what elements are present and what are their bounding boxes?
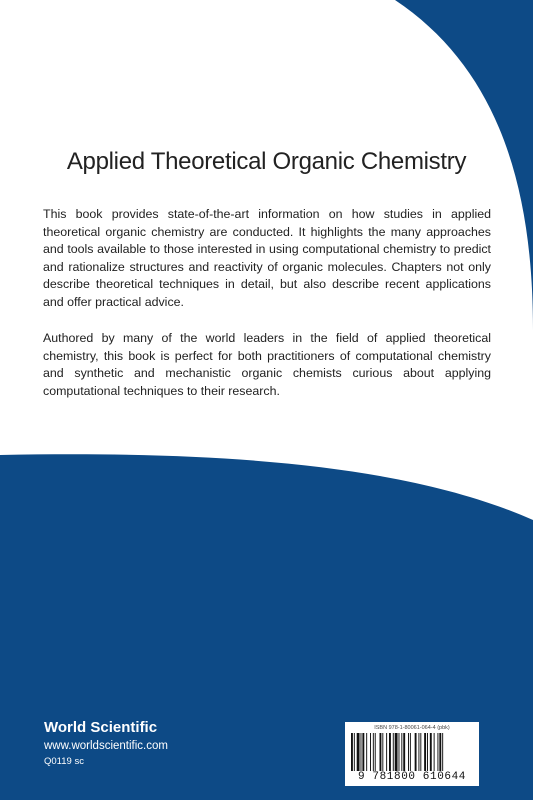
description-paragraph-1: This book provides state-of-the-art information on how studies in applied theoretical organic chemistry are conducted. It highlights the many approaches and tools available to those interested in using computational chemistry to predict and rationalize structures and reactivity of organic molecules. Chapters not only describe theoretical techniques in detail, but also describe recent applications and offer practical advice.	[43, 207, 491, 309]
publisher-name: World Scientific	[44, 719, 158, 736]
barcode-bar	[354, 733, 355, 771]
barcode-bar	[370, 733, 371, 771]
barcode-bar	[403, 733, 405, 771]
barcode-bar	[430, 733, 432, 771]
barcode-bar	[418, 733, 419, 771]
barcode-bar	[408, 733, 409, 771]
barcode-bar	[399, 733, 400, 771]
book-title: Applied Theoretical Organic Chemistry	[66, 148, 467, 175]
isbn-text: ISBN 978-1-80061-064-4 (pbk)	[374, 725, 450, 731]
barcode-bar	[373, 733, 374, 771]
barcode-bar	[427, 733, 428, 771]
barcode-bar	[434, 733, 435, 771]
publisher-block	[44, 718, 168, 769]
barcode-bar	[357, 733, 360, 771]
barcode-bar	[351, 733, 353, 771]
barcode-bars	[351, 733, 473, 771]
barcode-bar	[424, 733, 426, 771]
barcode-bar	[395, 733, 398, 771]
barcode-bar	[375, 733, 376, 771]
barcode-bar	[386, 733, 387, 771]
ean-number: 9 781800 610644	[357, 771, 467, 783]
description-paragraph-2: Authored by many of the world leaders in the field of applied theoretical chemistry, this book is perfect for both practitioners of computational chemistry and synthetic and mechanistic organic chemists curious about applying computational techniques to their research.	[43, 331, 491, 398]
barcode-bar	[361, 733, 362, 771]
barcode-bar	[393, 733, 394, 771]
barcode-bar	[362, 733, 364, 771]
barcode-bar	[410, 733, 411, 771]
barcode-bar	[442, 733, 443, 771]
barcode-bar	[439, 733, 441, 771]
barcode-bar	[380, 733, 382, 771]
product-code: Q0119 sc	[44, 756, 84, 767]
publisher-url: www.worldscientific.com	[44, 740, 168, 752]
barcode-bar	[420, 733, 421, 771]
barcode-bar	[382, 733, 383, 771]
barcode-label	[345, 722, 479, 786]
barcode-bar	[437, 733, 438, 771]
barcode-bar	[415, 733, 417, 771]
barcode-bar	[401, 733, 402, 771]
barcode-bar	[366, 733, 367, 771]
barcode-bar	[389, 733, 391, 771]
